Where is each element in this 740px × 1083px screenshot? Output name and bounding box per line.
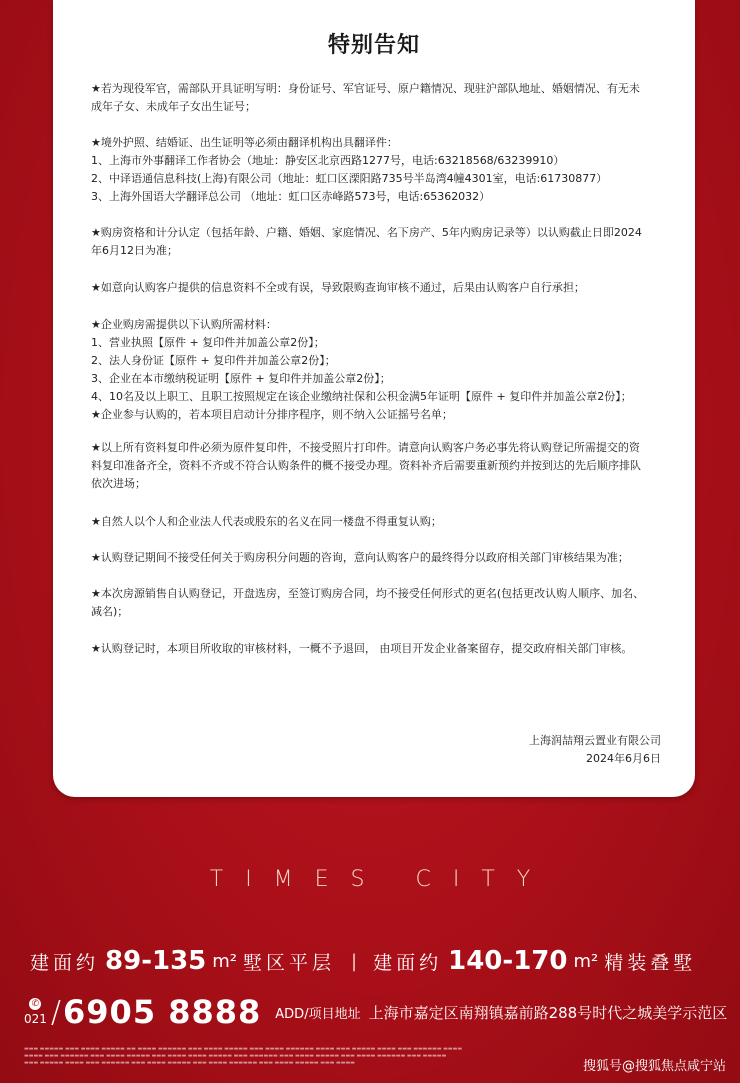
notice-paragraph-no-duplicate: ★自然人以个人和企业法人代表或股东的名义在同一楼盘不得重复认购； — [91, 515, 442, 528]
area-range-2: 140-170 — [448, 946, 568, 976]
area-range-1: 89-135 — [105, 946, 207, 976]
legal-fine-print: ▬▬▬ ▬▬▬▬▬ ▬▬▬ ▬▬▬▬ ▬▬▬▬▬ ▬▬ ▬▬▬▬ ▬▬▬▬▬▬ ▬▬▬ ▬▬▬▬ ▬▬▬▬▬ ▬▬▬ ▬▬▬▬ ▬▬▬▬▬▬ ▬▬▬▬ ▬▬▬ ▬▬▬▬▬ ▬▬▬▬ ▬▬▬ ▬▬▬▬▬▬ ▬▬▬▬ ▬▬▬▬ ▬▬▬ ▬▬▬▬▬▬ ▬▬▬ ▬▬▬▬ ▬▬▬▬▬ ▬▬▬ ▬▬▬▬ ▬▬▬▬ ▬▬▬▬▬ ▬▬▬ ▬▬▬▬▬▬ ▬▬▬ ▬▬▬▬ ▬▬▬▬▬ ▬▬▬ ▬▬▬▬ ▬▬▬▬▬▬ ▬▬▬ ▬▬▬▬▬ ▬▬▬ ▬▬▬▬▬ ▬▬▬▬ ▬▬▬ ▬▬▬▬▬▬ ▬▬▬ ▬▬▬▬ ▬▬▬▬▬ ▬▬▬ ▬▬▬▬ ▬▬▬▬▬▬ ▬▬▬ ▬▬▬▬ ▬▬▬▬▬ ▬▬▬ ▬▬▬▬ — [24, 1046, 463, 1066]
notice-paragraph-copies: ★以上所有资料复印件必须为原件复印件，不接受照片打印件。请意向认购客户务必事先将认购登记所需提交的资 料复印准备齐全，资料不齐或不符合认购条件的概不接受办理。资料补齐后需要重新预约并按到达的先后顺序排队 依次进场； — [91, 441, 641, 490]
notice-paragraph-qualification: ★购房资格和计分认定（包括年龄、户籍、婚姻、家庭情况、名下房产、5年内购房记录等）以认购截止日即2024 年6月12日为准； — [91, 226, 642, 257]
address-label: ADD/项目地址 — [275, 1006, 361, 1022]
phone-icon: ✆ — [29, 998, 41, 1010]
phone-number[interactable]: 6905 8888 — [63, 993, 262, 1031]
area-tagline: 建面约 89-135 m² 墅区平层 | 建面约 140-170 m² 精装叠墅 — [30, 946, 697, 976]
notice-paragraph-translation: ★境外护照、结婚证、出生证明等必须由翻译机构出具翻译件： 1、上海市外事翻译工作者协会（地址：静安区北京西路1277号，电话:63218568/63239910） 2、中译语通信息科技(上海)有限公司（地址：虹口区溧阳路735号半岛湾4幢4301室，电话:61730877） 3、上海外国语大学翻译总公司 （地址：虹口区赤峰路573号，电话:65362032） — [91, 136, 608, 203]
source-watermark: 搜狐号@搜狐焦点咸宁站 — [582, 1059, 726, 1074]
notice-paragraph-score-inquiry: ★认购登记期间不接受任何关于购房积分问题的咨询，意向认购客户的最终得分以政府相关部门审核结果为准； — [91, 551, 629, 564]
notice-paragraph-enterprise: ★企业购房需提供以下认购所需材料： 1、营业执照【原件 + 复印件并加盖公章2份】； 2、法人身份证【原件 + 复印件并加盖公章2份】； 3、企业在本市缴纳税证明【原件 + 复印件并加盖公章2份】； 4、10名及以上职工、且职工按照规定在该企业缴纳社保和公积金满5年证明【原件 + 复印件并加盖公章2份】； ★企业参与认购的，若本项目启动计分排序程序，则不纳入公证摇号名单； — [91, 318, 632, 421]
notice-card — [53, 0, 695, 797]
notice-paragraph-materials: ★认购登记时，本项目所收取的审核材料，一概不予退回， 由项目开发企业备案留存，提交政府相关部门审核。 — [91, 642, 633, 655]
notice-date: 2024年6月6日 — [586, 752, 661, 765]
tagline-separator: | — [351, 950, 358, 972]
notice-paragraph-info-accuracy: ★如意向认购客户提供的信息资料不全或有误，导致限购查询审核不通过，后果由认购客户自行承担； — [91, 281, 585, 294]
signature-block — [529, 732, 661, 768]
contact-bar: ✆ 021 / 6905 8888 ADD/项目地址 上海市嘉定区南翔镇嘉前路288号时代之城美学示范区 — [24, 993, 728, 1031]
brand-logo-text: TIMES CITY — [209, 867, 553, 892]
notice-title: 特别告知 — [327, 33, 420, 58]
area-code: 021 — [24, 1012, 47, 1026]
notice-paragraph-military: ★若为现役军官，需部队开具证明写明：身份证号、军官证号、原户籍情况、现驻沪部队地址、婚姻情况、有无未 成年子女、未成年子女出生证号； — [91, 82, 640, 113]
company-name: 上海润喆翔云置业有限公司 — [529, 734, 661, 747]
project-address: 上海市嘉定区南翔镇嘉前路288号时代之城美学示范区 — [368, 1003, 728, 1022]
notice-paragraph-rename: ★本次房源销售自认购登记，开盘选房，至签订购房合同，均不接受任何形式的更名(包括更改认购人顺序、加名、 减名)； — [91, 587, 645, 618]
